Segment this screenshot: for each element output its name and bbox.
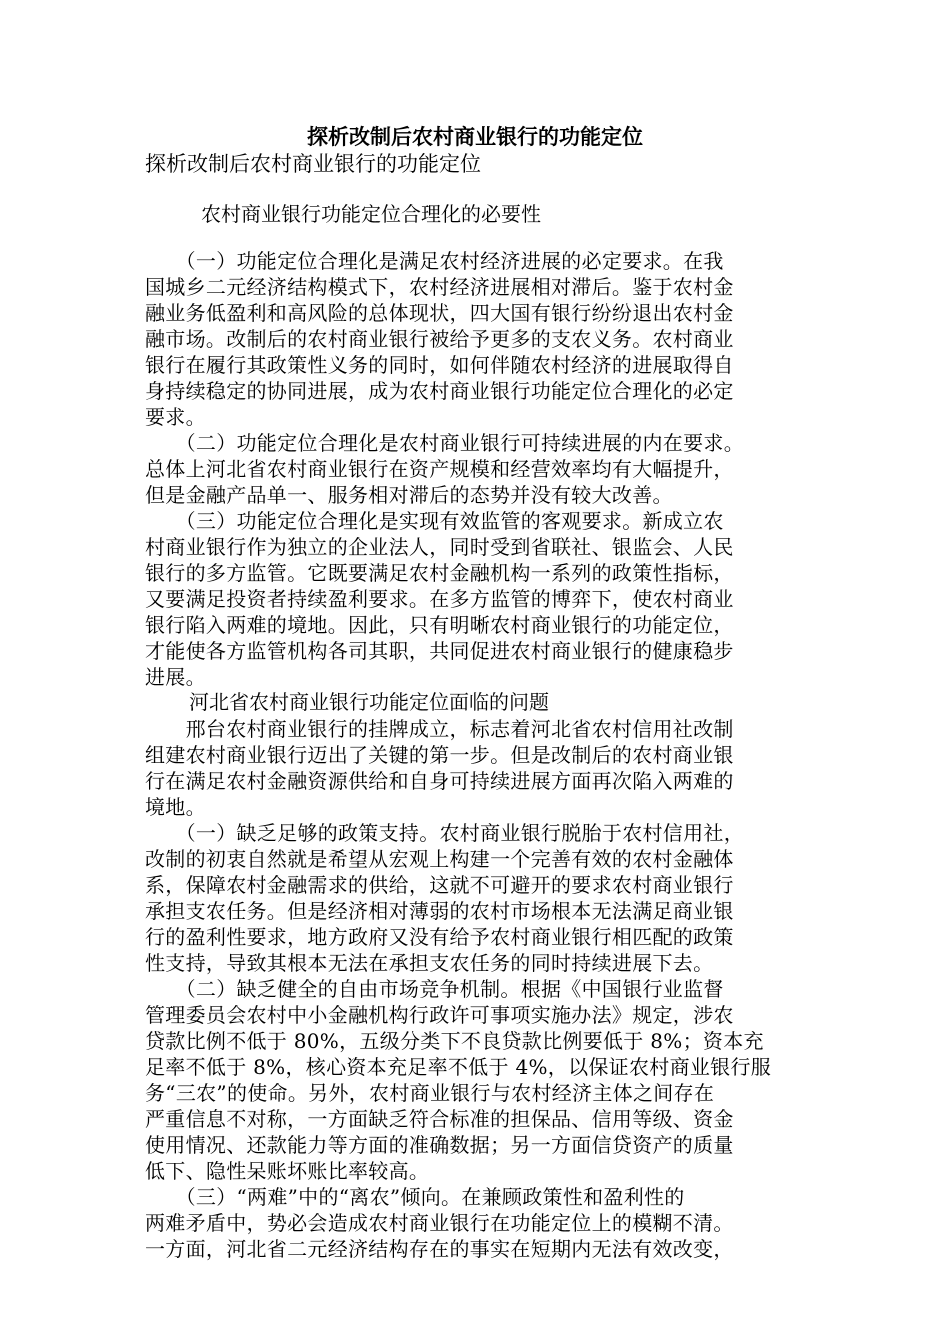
paragraph-line: 行在满足农村金融资源供给和自身可持续进展方面再次陷入两难的 (145, 769, 734, 793)
paragraph-line: 一方面，河北省二元经济结构存在的事实在短期内无法有效改变， (145, 1237, 734, 1261)
paragraph-line: （一）缺乏足够的政策支持。农村商业银行脱胎于农村信用社， (145, 821, 744, 845)
section-heading-problems: 河北省农村商业银行功能定位面临的问题 (189, 690, 549, 714)
paragraph-line: 管理委员会农村中小金融机构行政许可事项实施办法》规定，涉农 (145, 1003, 734, 1027)
paragraph (145, 976, 805, 1184)
paragraph-line: 但是金融产品单一、服务相对滞后的态势并没有较大改善。 (145, 483, 673, 507)
paragraph (145, 1184, 805, 1262)
paragraph (145, 508, 805, 690)
paragraph-line: 融市场。改制后的农村商业银行被给予更多的支农义务。农村商业 (145, 327, 734, 351)
paragraph-line: （二）功能定位合理化是农村商业银行可持续进展的内在要求。 (145, 431, 744, 455)
paragraph-line: 组建农村商业银行迈出了关键的第一步。但是改制后的农村商业银 (145, 743, 734, 767)
paragraph-line: 村商业银行作为独立的企业法人，同时受到省联社、银监会、人民 (145, 535, 734, 559)
paragraph-line: 低下、隐性呆账坏账比率较高。 (145, 1159, 430, 1183)
paragraph-line: 总体上河北省农村商业银行在资产规模和经营效率均有大幅提升， (145, 457, 734, 481)
paragraph-line: 行的盈利性要求，地方政府又没有给予农村商业银行相匹配的政策 (145, 925, 734, 949)
paragraph-line: 性支持，导致其根本无法在承担支农任务的同时持续进展下去。 (145, 951, 714, 975)
paragraph-line: 银行陷入两难的境地。因此，只有明晰农村商业银行的功能定位， (145, 613, 734, 637)
paragraph-line: 邢台农村商业银行的挂牌成立，标志着河北省农村信用社改制 (145, 717, 734, 741)
paragraph (145, 430, 805, 508)
paragraph (145, 820, 805, 976)
paragraph-line: （二）缺乏健全的自由市场竞争机制。根据《中国银行业监督 (145, 977, 724, 1001)
paragraph-line: 银行在履行其政策性义务的同时，如何伴随农村经济的进展取得自 (145, 353, 734, 377)
paragraph-line: 境地。 (145, 795, 206, 819)
paragraph-line: 两难矛盾中，势必会造成农村商业银行在功能定位上的模糊不清。 (145, 1211, 734, 1235)
paragraph-line: 严重信息不对称，一方面缺乏符合标准的担保品、信用等级、资金 (145, 1107, 734, 1131)
paragraph (145, 716, 805, 820)
paragraph-line: 才能使各方监管机构各司其职，共同促进农村商业银行的健康稳步 (145, 639, 734, 663)
paragraph-line: 改制的初衷自然就是希望从宏观上构建一个完善有效的农村金融体 (145, 847, 734, 871)
paragraph (145, 248, 805, 430)
document-title: 探析改制后农村商业银行的功能定位 (307, 124, 643, 149)
paragraph-line: 承担支农任务。但是经济相对薄弱的农村市场根本无法满足商业银 (145, 899, 734, 923)
paragraph-line: 身持续稳定的协同进展，成为农村商业银行功能定位合理化的必定 (145, 379, 734, 403)
document-subtitle: 探析改制后农村商业银行的功能定位 (145, 152, 481, 176)
paragraph-line: 务“三农”的使命。另外，农村商业银行与农村经济主体之间存在 (145, 1081, 715, 1105)
paragraph-line: 系，保障农村金融需求的供给，这就不可避开的要求农村商业银行 (145, 873, 734, 897)
paragraph-line: 足率不低于 8%，核心资本充足率不低于 4%，以保证农村商业银行服 (145, 1055, 772, 1079)
paragraph-line: 又要满足投资者持续盈利要求。在多方监管的博弈下，使农村商业 (145, 587, 734, 611)
paragraph-line: （三）功能定位合理化是实现有效监管的客观要求。新成立农 (145, 509, 724, 533)
paragraph-line: （三）“两难”中的“离农”倾向。在兼顾政策性和盈利性的 (145, 1185, 685, 1209)
section-heading-necessity: 农村商业银行功能定位合理化的必要性 (201, 202, 541, 226)
paragraph-line: 国城乡二元经济结构模式下，农村经济进展相对滞后。鉴于农村金 (145, 275, 734, 299)
paragraph-line: 使用情况、还款能力等方面的准确数据；另一方面信贷资产的质量 (145, 1133, 734, 1157)
paragraph-line: 要求。 (145, 405, 206, 429)
paragraph-line: 银行的多方监管。它既要满足农村金融机构一系列的政策性指标， (145, 561, 734, 585)
paragraph-line: 贷款比例不低于 80%，五级分类下不良贷款比例要低于 8%；资本充 (145, 1029, 764, 1053)
paragraph-line: 进展。 (145, 665, 206, 689)
paragraph-line: （一）功能定位合理化是满足农村经济进展的必定要求。在我 (145, 249, 724, 273)
paragraph-line: 融业务低盈利和高风险的总体现状，四大国有银行纷纷退出农村金 (145, 301, 734, 325)
